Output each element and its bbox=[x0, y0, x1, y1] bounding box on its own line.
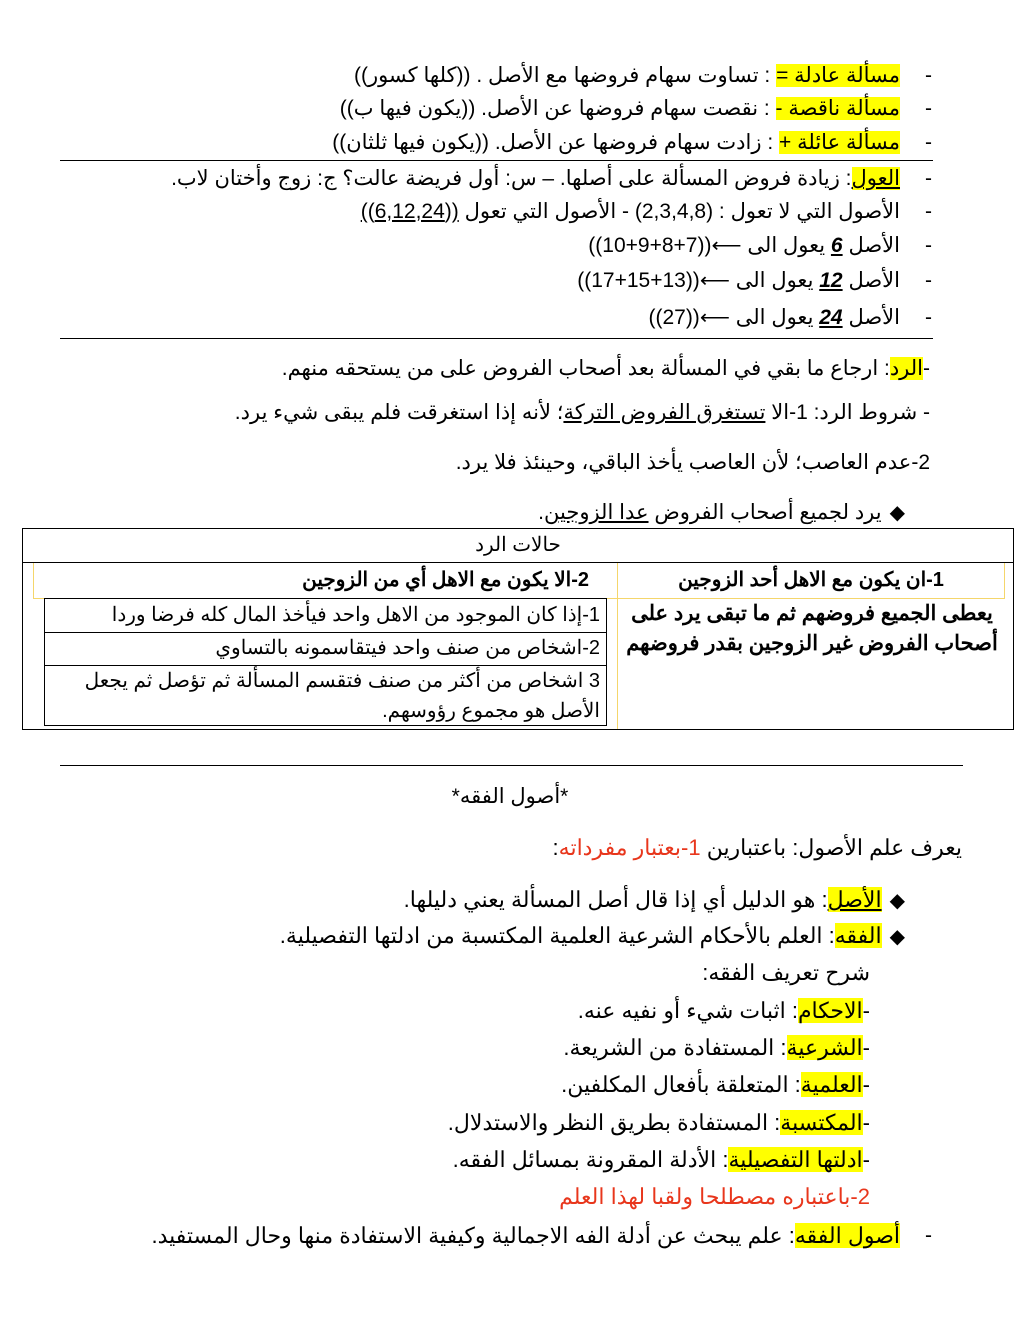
arrow-left-icon: ⟵ bbox=[711, 234, 742, 257]
text: : المستفادة بطريق النظر والاستدلال. bbox=[447, 1110, 781, 1135]
line-second-definition: 2-باعتباره مصطلحا ولقبا لهذا العلم bbox=[559, 1184, 870, 1209]
text: ((13+15+17)) bbox=[577, 269, 700, 292]
line-radd-conditions bbox=[235, 399, 930, 427]
line-asl-definition bbox=[404, 886, 905, 915]
text: تستغرق الفروض التركة bbox=[563, 401, 766, 424]
bullet-dash: - bbox=[925, 131, 932, 154]
divider bbox=[60, 765, 963, 766]
text: : bbox=[552, 835, 559, 860]
column-divider bbox=[617, 563, 618, 729]
line-equal-case bbox=[354, 62, 900, 90]
term: الفقه bbox=[834, 923, 882, 948]
text: . bbox=[538, 501, 545, 524]
text: : العلم بالأحكام الشرعية العلمية المكتسبة من ادلتها التفصيلية. bbox=[279, 923, 835, 948]
text: : زيادة فروض المسألة على أصلها. – س: أول فريضة عالت؟ ج: زوج وأختان لاب. bbox=[171, 167, 852, 190]
line-shariyya: -الشرعية: المستفادة من الشريعة. bbox=[563, 1035, 870, 1060]
line-usul-intro bbox=[553, 834, 962, 862]
text: 1-بعتبار مفرداته bbox=[558, 835, 701, 860]
col1-header: 1-ان يكون مع الاهل أحد الزوجين bbox=[678, 569, 944, 591]
text: : الأدلة المقرونة بمسائل الفقه. bbox=[452, 1147, 729, 1172]
number: 6 bbox=[830, 234, 843, 257]
diamond-bullet-icon: ◆ bbox=[889, 502, 905, 524]
number: 24 bbox=[819, 306, 843, 329]
line-ahkam: -الاحكام: اثبات شيء أو نفيه عنه. bbox=[577, 998, 870, 1023]
term: الرد bbox=[889, 357, 923, 380]
term: العول bbox=[851, 167, 900, 190]
text: : نقصت سهام فروضها عن الأصل. ((يكون فيها ب)) bbox=[339, 97, 776, 120]
col1-body: يعطى الجميع فروضهم ثم ما تبقى يرد على أصحاب الفروض غير الزوجين بقدر فروضهم bbox=[626, 602, 998, 655]
line-origin-6 bbox=[588, 232, 900, 260]
bullet-dash: - bbox=[925, 234, 932, 257]
text: ((7+8+9+10)) bbox=[588, 234, 712, 257]
text: 2-عدم العاصب؛ لأن العاصب يأخذ الباقي، وحينئذ فلا يرد. bbox=[455, 451, 930, 474]
table-title: حالات الرد bbox=[23, 529, 1013, 563]
text: الأصل bbox=[842, 306, 900, 329]
text: : المتعلقة بأفعال المكلفين. bbox=[561, 1072, 801, 1097]
bullet-dash: - bbox=[925, 306, 932, 329]
line-ilmiyya: -العلمية: المتعلقة بأفعال المكلفين. bbox=[561, 1072, 870, 1097]
term: المكتسبة bbox=[780, 1110, 863, 1135]
section-title: *أصول الفقه* bbox=[451, 785, 569, 808]
col2-header: 2-الا يكون مع الاهل أي من الزوجين bbox=[302, 569, 589, 591]
text: : علم يبحث عن أدلة الفه الاجمالية وكيفية الاستفادة منها وحال المستفيد. bbox=[151, 1223, 795, 1248]
divider bbox=[60, 160, 933, 161]
arrow-left-icon: ⟵ bbox=[699, 269, 730, 292]
text: يعرف علم الأصول: باعتبارين bbox=[700, 835, 962, 860]
text: : ارجاع ما بقي في المسألة بعد أصحاب الفروض على من يستحقه منهم. bbox=[281, 357, 890, 380]
term: مسألة ناقصة - bbox=[775, 97, 900, 120]
diamond-bullet-icon: ◆ bbox=[889, 890, 905, 912]
term: الشرعية bbox=[786, 1035, 863, 1060]
arrow-left-icon: ⟵ bbox=[699, 306, 730, 329]
line-excess-case bbox=[332, 129, 900, 157]
line-awl-definition bbox=[171, 165, 900, 193]
line-fiqh-definition bbox=[280, 922, 905, 951]
line-radd-condition-2 bbox=[456, 449, 930, 477]
bullet-dash: - bbox=[925, 167, 932, 190]
term: أصول الفقه bbox=[794, 1223, 900, 1248]
text: يعول الى bbox=[741, 234, 831, 257]
text: يعول الى bbox=[729, 306, 820, 329]
col2-row-1: 1-إذا كان الموجود من الاهل واحد فيأخذ المال كله فرضا وردا bbox=[45, 599, 606, 633]
line-adilla: -ادلتها التفصيلية: الأدلة المقرونة بمسائل الفقه. bbox=[452, 1147, 870, 1172]
bullet-dash: - bbox=[925, 269, 932, 292]
number: 12 bbox=[819, 269, 843, 292]
text: : تساوت سهام فروضها مع الأصل . ((كلها كسور)) bbox=[353, 64, 777, 87]
line-origin-12 bbox=[577, 267, 900, 295]
text: يعول الى bbox=[729, 269, 820, 292]
bullet-dash: - bbox=[925, 97, 932, 120]
diamond-bullet-icon: ◆ bbox=[889, 926, 905, 948]
text: : المستفادة من الشريعة. bbox=[563, 1035, 787, 1060]
bullet-dash: - bbox=[925, 200, 932, 223]
line-origins bbox=[361, 198, 900, 226]
text: الأصول التي لا تعول : (2,3,4,8) - الأصول التي تعول bbox=[458, 200, 900, 223]
text: : هو الدليل أي إذا قال أصل المسألة يعني دليلها. bbox=[403, 887, 828, 912]
term: ادلتها التفصيلية bbox=[728, 1147, 863, 1172]
text: - شروط الرد: 1-الا bbox=[765, 401, 930, 424]
term: مسألة عائلة + bbox=[779, 131, 900, 154]
col2-row-3: 3 اشخاص من أكثر من صنف فتقسم المسألة ثم تؤصل ثم يجعل الأصل هو مجموع رؤوسهم. bbox=[84, 670, 600, 722]
text: ((6,12,24)) bbox=[360, 200, 459, 223]
term: مسألة عادلة = bbox=[776, 64, 900, 87]
text: : اثبات شيء أو نفيه عنه. bbox=[577, 998, 798, 1023]
term: الأصل bbox=[827, 887, 882, 912]
line-muktasaba: -المكتسبة: المستفادة بطريق النظر والاستدلال. bbox=[447, 1110, 870, 1135]
line-usul-fiqh-definition bbox=[151, 1222, 900, 1250]
text: ((27)) bbox=[648, 306, 700, 329]
text: الأصل bbox=[842, 269, 900, 292]
term: الاحكام bbox=[797, 998, 863, 1023]
text: الأصل bbox=[842, 234, 900, 257]
line-radd-note bbox=[538, 499, 905, 527]
col2-row-2: 2-اشخاص من صنف واحد فيتقاسمونه بالتساوي bbox=[45, 632, 606, 666]
text: ؛ لأنه إذا استغرقت فلم يبقى شيء يرد. bbox=[234, 401, 564, 424]
radd-cases-table bbox=[22, 528, 1014, 730]
text: : زادت سهام فروضها عن الأصل. ((يكون فيها ثلثان)) bbox=[332, 131, 780, 154]
text: يرد لجميع أصحاب الفروض bbox=[648, 501, 882, 524]
line-origin-24 bbox=[648, 304, 900, 332]
line-fiqh-explanation: شرح تعريف الفقه: bbox=[702, 960, 870, 985]
col2-header-wrap bbox=[33, 563, 617, 598]
text: عدا الزوجين bbox=[544, 501, 649, 524]
bullet-dash: - bbox=[925, 64, 932, 87]
line-deficient-case bbox=[340, 95, 900, 123]
term: العلمية bbox=[800, 1072, 863, 1097]
divider bbox=[60, 338, 933, 339]
line-radd-definition: -الرد: ارجاع ما بقي في المسألة بعد أصحاب الفروض على من يستحقه منهم. bbox=[281, 357, 930, 380]
bullet-dash: - bbox=[925, 1224, 932, 1247]
col2-rows bbox=[44, 598, 607, 726]
